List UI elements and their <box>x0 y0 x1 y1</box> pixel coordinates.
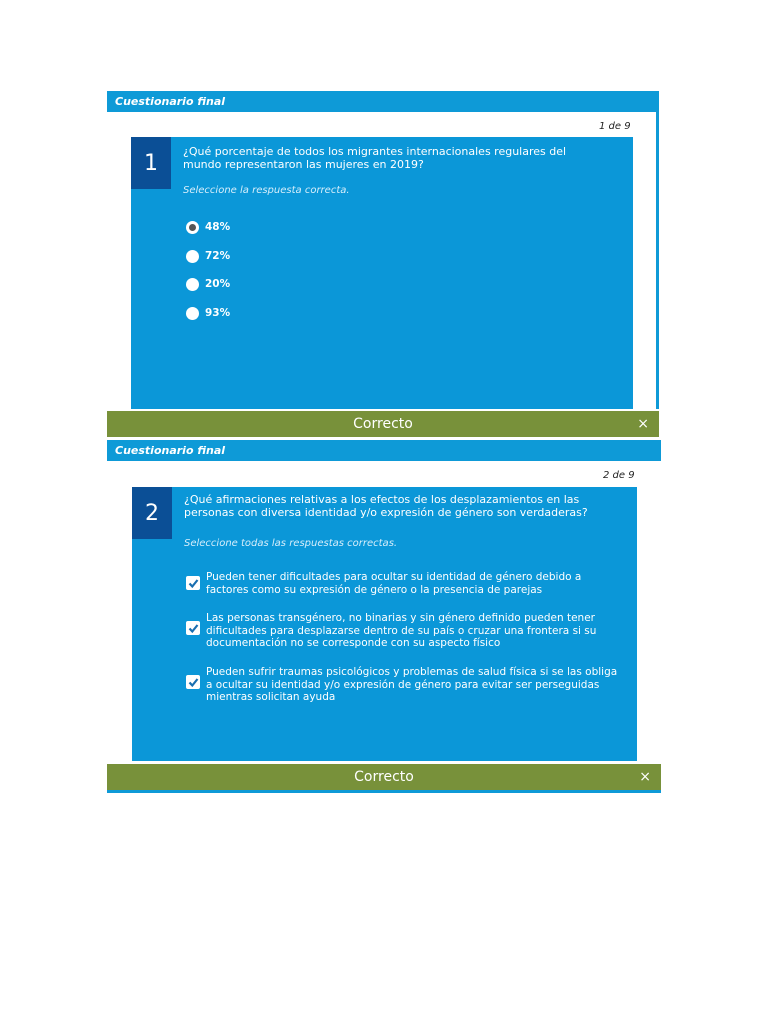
feedback-banner <box>107 411 659 437</box>
answer-option[interactable] <box>186 612 618 650</box>
feedback-text: Correcto <box>353 416 413 432</box>
question-counter: 1 de 9 <box>599 121 631 132</box>
question-counter: 2 de 9 <box>603 470 635 481</box>
close-icon[interactable]: × <box>639 769 651 785</box>
option-label: 48% <box>205 221 231 233</box>
option-label: 72% <box>205 250 231 262</box>
radio-button-selected[interactable] <box>186 221 199 234</box>
answer-option[interactable] <box>186 278 230 291</box>
quiz-header: Cuestionario final <box>107 91 659 112</box>
check-icon <box>188 623 199 634</box>
checkbox-checked[interactable] <box>186 621 200 635</box>
option-label: Pueden tener dificultades para ocultar su identidad de género debido a factores como su expresión de género o la presencia de parejas <box>206 571 582 596</box>
question-box <box>132 487 637 761</box>
radio-button[interactable] <box>186 278 199 291</box>
instruction-text: Seleccione todas las respuestas correctas. <box>184 538 398 549</box>
feedback-banner <box>107 764 661 790</box>
instruction-text: Seleccione la respuesta correcta. <box>183 185 350 196</box>
quiz-header: Cuestionario final <box>107 440 661 461</box>
check-icon <box>188 578 199 589</box>
option-label: 20% <box>205 278 231 290</box>
question-text: ¿Qué porcentaje de todos los migrantes internacionales regulares del mundo representaron las mujeres en 2019? <box>183 145 567 171</box>
question-box <box>131 137 633 409</box>
question-number: 2 <box>132 487 172 539</box>
answer-option[interactable] <box>186 250 230 263</box>
radio-button[interactable] <box>186 307 199 320</box>
radio-button[interactable] <box>186 250 199 263</box>
option-label: Las personas transgénero, no binarias y sin género definido pueden tener dificultades para desplazarse dentro de su país o cruzar una frontera si su documentación no se corresponde con su aspecto físico <box>206 612 597 649</box>
answer-option[interactable] <box>186 221 230 234</box>
feedback-text: Correcto <box>354 769 414 785</box>
answer-option[interactable] <box>186 571 618 596</box>
quiz-panel-1 <box>107 91 659 437</box>
scrollbar[interactable] <box>656 112 659 409</box>
option-label: Pueden sufrir traumas psicológicos y problemas de salud física si se las obliga a ocultar su identidad y/o expresión de género para evitar ser perseguidas mientras solicitan ayuda <box>206 666 618 703</box>
question-number: 1 <box>131 137 171 189</box>
bottom-border <box>107 790 661 793</box>
checkbox-checked[interactable] <box>186 576 200 590</box>
quiz-panel-2 <box>107 440 661 793</box>
question-text: ¿Qué afirmaciones relativas a los efectos de los desplazamientos en las personas con diversa identidad y/o expresión de género son verdaderas? <box>184 493 588 519</box>
checkbox-checked[interactable] <box>186 675 200 689</box>
check-icon <box>188 677 199 688</box>
option-label: 93% <box>205 307 231 319</box>
answer-option[interactable] <box>186 666 618 704</box>
answer-option[interactable] <box>186 307 230 320</box>
close-icon[interactable]: × <box>637 416 649 432</box>
